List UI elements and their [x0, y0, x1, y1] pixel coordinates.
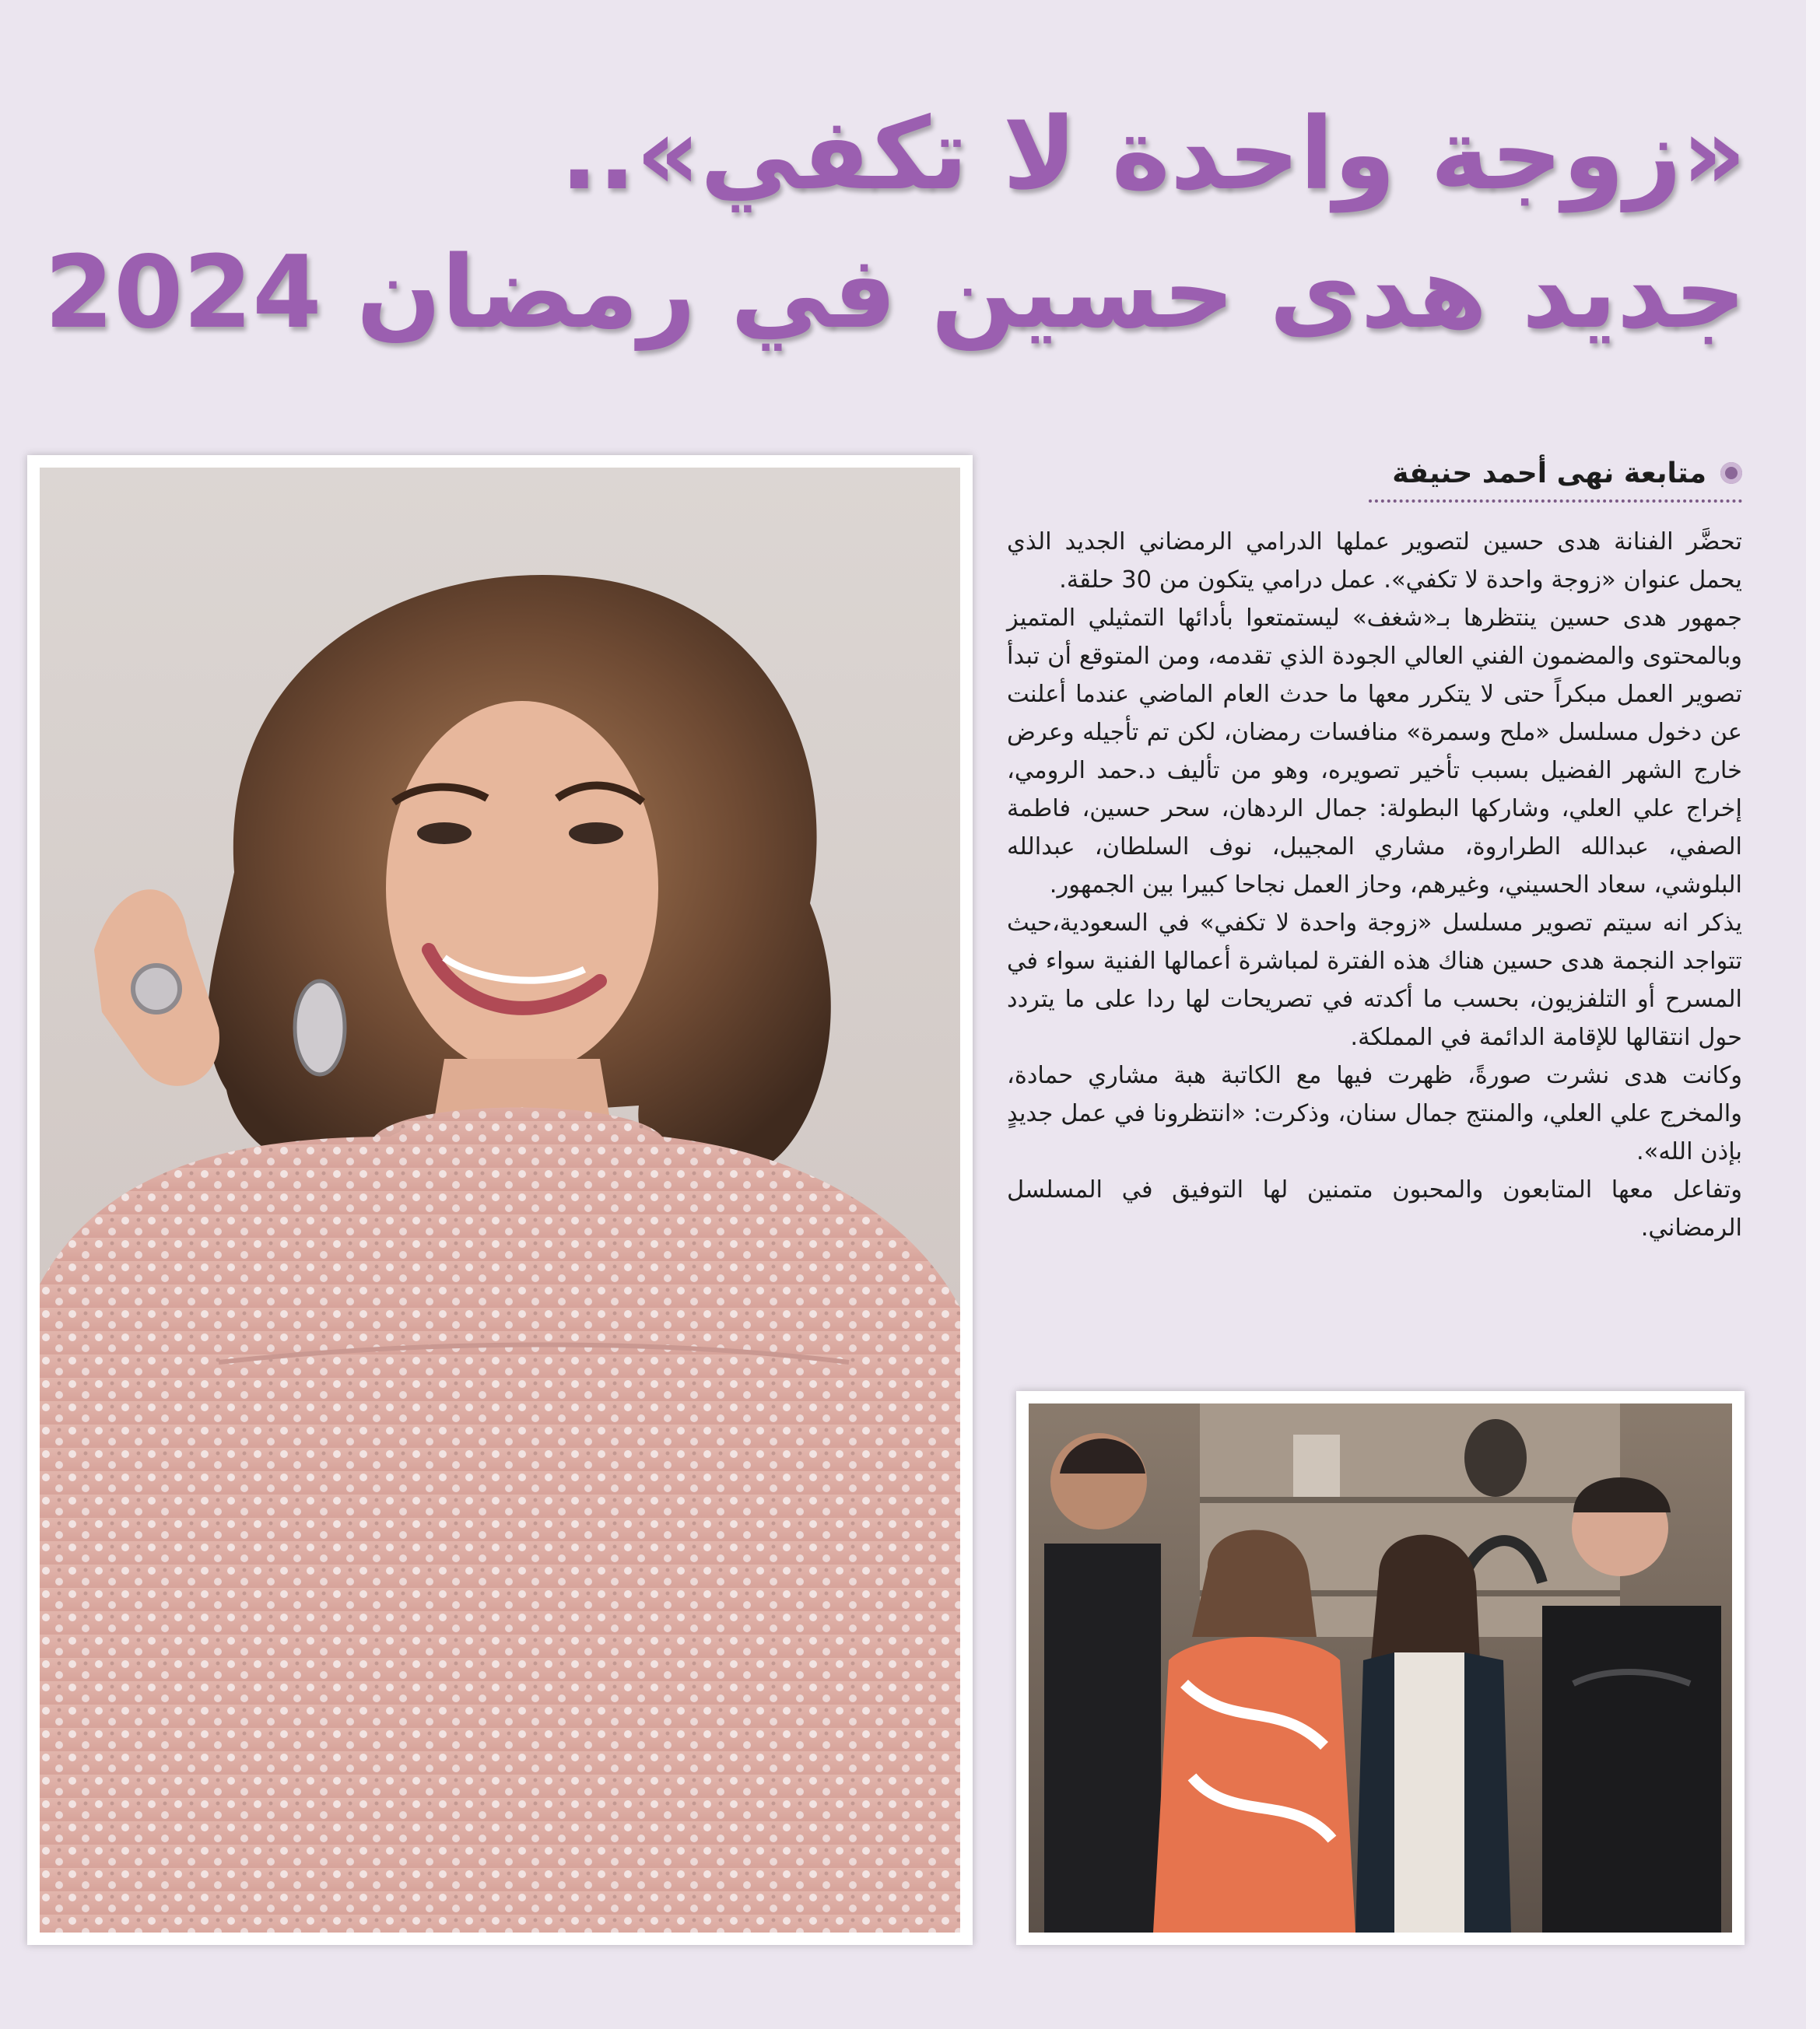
- byline: [1369, 450, 1742, 503]
- headline-line-1: «زوجة واحدة لا تكفي»..: [559, 96, 1746, 212]
- bullet-icon: [1720, 462, 1742, 484]
- headline-line-2: جديد هدى حسين في رمضان 2024: [44, 235, 1746, 351]
- main-photo-image: [40, 468, 960, 1933]
- byline-text: متابعة نهى أحمد حنيفة: [1392, 457, 1706, 489]
- article-paragraph: وكانت هدى نشرت صورةً، ظهرت فيها مع الكاتبة هبة مشاري حمادة، والمخرج علي العلي، والمنتج جمال سنان، وذكرت: «انتظرونا في عمل جديدٍ بإذن الله».: [1007, 1062, 1742, 1165]
- article-paragraph: يذكر انه سيتم تصوير مسلسل «زوجة واحدة لا تكفي» في السعودية،حيث تتواجد النجمة هدى حسين هناك هذه الفترة لمباشرة أعمالها الفنية سواء في المسرح أو التلفزيون، بحسب ما أكدته في تصريحات لها ردا على ما يتردد حول انتقالها للإقامة الدائمة في المملكة.: [1007, 909, 1742, 1051]
- page-edge: [1806, 0, 1820, 2029]
- group-photo: [1016, 1391, 1745, 1945]
- main-photo: [27, 455, 973, 1945]
- article-paragraph: وتفاعل معها المتابعون والمحبون متمنين لها التوفيق في المسلسل الرمضاني.: [1007, 1176, 1742, 1242]
- headline: [44, 86, 1746, 363]
- article-paragraph: جمهور هدى حسين ينتظرها بـ«شغف» ليستمتعوا بأدائها التمثيلي المتميز وبالمحتوى والمضمون الفني العالي الجودة الذي تقدمه، ومن المتوقع أن تبدأ تصوير العمل مبكراً حتى لا يتكرر معها ما حدث العام الماضي عندما أعلنت عن دخول مسلسل «ملح وسمرة» منافسات رمضان، لكن تم تأجيله وعرض خارج الشهر الفضيل بسبب تأخير تصويره، وهو من تأليف د.حمد الرومي، إخراج علي العلي، وشاركها البطولة: جمال الردهان، سحر حسين، فاطمة الصفي، عبدالله الطراروة، مشاري المجيبل، نوف السلطان، عبدالله البلوشي، سعاد الحسيني، وغيرهم، وحاز العمل نجاحا كبيرا بين الجمهور.: [1007, 604, 1742, 899]
- article-body: [1007, 523, 1742, 1247]
- article-paragraph: تحضَّر الفنانة هدى حسين لتصوير عملها الدرامي الرمضاني الجديد الذي يحمل عنوان «زوجة واحدة لا تكفي». عمل درامي يتكون من 30 حلقة.: [1007, 528, 1742, 594]
- group-photo-image: [1029, 1403, 1732, 1933]
